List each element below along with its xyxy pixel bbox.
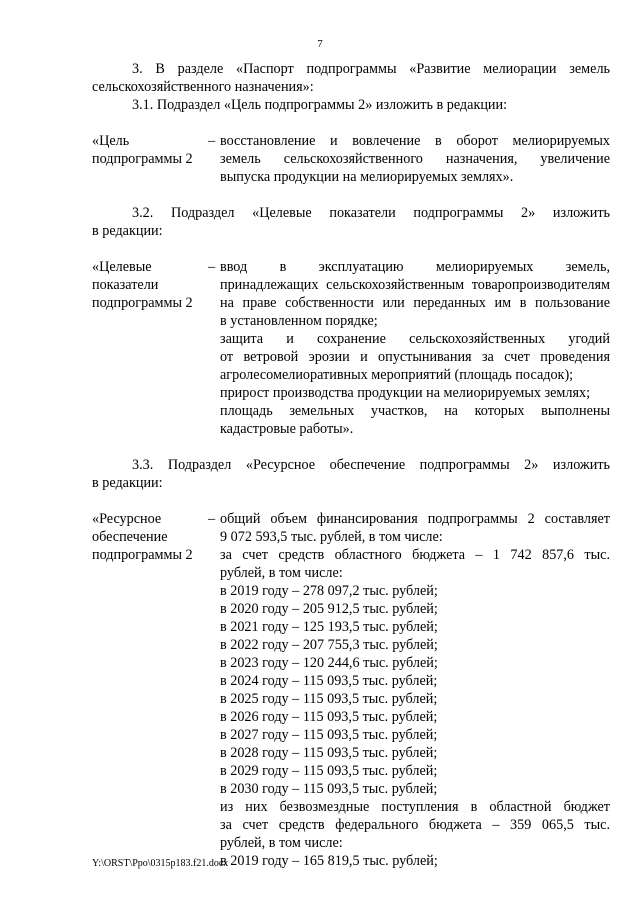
resources-block xyxy=(92,510,610,870)
document-body xyxy=(92,60,610,870)
file-path-footer: Y:\ORST\Ppo\0315p183.f21.docx xyxy=(92,858,229,869)
section-3-1-heading: 3.1. Подраздел «Цель подпрограммы 2» изложить в редакции: xyxy=(132,97,508,113)
section-3-3-heading-line1: 3.3. Подраздел «Ресурсное обеспечение подпрограммы 2» изложить xyxy=(132,457,610,473)
goal-dash: – xyxy=(208,133,216,149)
section-3-heading-line1: 3. В разделе «Паспорт подпрограммы «Развитие мелиорации земель xyxy=(132,61,610,77)
page-number: 7 xyxy=(317,38,323,50)
targets-label: «Целевые показатели подпрограммы 2 xyxy=(92,259,193,311)
resources-dash: – xyxy=(208,511,216,527)
resources-label: «Ресурсное обеспечение подпрограммы 2 xyxy=(92,511,193,563)
section-3-heading-line2: сельскохозяйственного назначения»: xyxy=(92,79,314,95)
section-3-3-heading-line2: в редакции: xyxy=(92,475,163,491)
goal-description: восстановление и вовлечение в оборот мелиорируемых земель сельскохозяйственного назначения, увеличение выпуска продукции на мелиорируемых землях». xyxy=(220,133,610,185)
section-3-2-heading-line2: в редакции: xyxy=(92,223,163,239)
targets-dash: – xyxy=(208,259,216,275)
goal-block xyxy=(92,132,610,186)
resources-description: общий объем финансирования подпрограммы 2 составляет 9 072 593,5 тыс. рублей, в том числе: за счет средств областного бюджета – 1 742 857,6 тыс. рублей, в том числе: в 2019 году – 278 097,2 тыс. рублей; в 2020 году – 205 912,5 тыс. рублей; в 2021 году – 125 193,5 тыс. рублей; в 2022 году – 207 755,3 тыс. рублей; в 2023 году – 120 244,6 тыс. рублей; в 2024 году – 115 093,5 тыс. рублей; в 2025 году – 115 093,5 тыс. рублей; в 2026 году – 115 093,5 тыс. рублей; в 2027 году – 115 093,5 тыс. рублей; в 2028 году – 115 093,5 тыс. рублей; в 2029 году – 115 093,5 тыс. рублей; в 2030 году – 115 093,5 тыс. рублей; из них безвозмездные поступления в областной бюджет за счет средств федерального бюджета – 359 065,5 тыс. рублей, в том числе: в 2019 году – 165 819,5 тыс. рублей; xyxy=(220,511,610,869)
targets-block xyxy=(92,258,610,438)
targets-description: ввод в эксплуатацию мелиорируемых земель, принадлежащих сельскохозяйственным товаропроизводителям на праве собственности или переданных им в пользование в установленном порядке; защита и сохранение сельскохозяйственных угодий от ветровой эрозии и опустынивания за счет проведения агролесомелиоративных мероприятий (площадь посадок); прирост производства продукции на мелиорируемых землях; площадь земельных участков, на которых выполнены кадастровые работы». xyxy=(220,259,610,437)
section-3-2-heading-line1: 3.2. Подраздел «Целевые показатели подпрограммы 2» изложить xyxy=(132,205,610,221)
goal-label: «Цель подпрограммы 2 xyxy=(92,133,193,167)
